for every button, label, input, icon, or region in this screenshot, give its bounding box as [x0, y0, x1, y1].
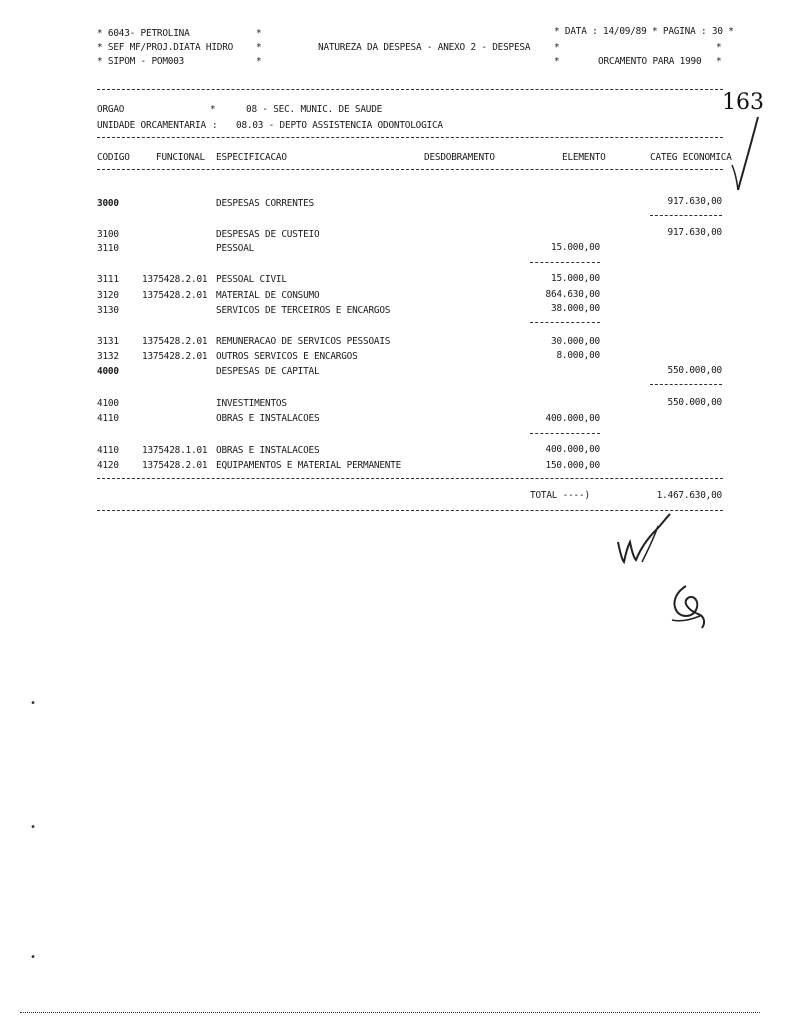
cell-espec: OUTROS SERVICOS E ENCARGOS — [216, 351, 358, 362]
report-title: NATUREZA DA DESPESA - ANEXO 2 - DESPESA — [318, 42, 531, 53]
date-page-line: * DATA : 14/09/89 * PAGINA : 30 * — [554, 26, 734, 37]
cell-codigo: 3100 — [97, 229, 119, 240]
col-funcional: FUNCIONAL — [156, 152, 205, 163]
scan-artifact: • — [30, 822, 37, 833]
cell-codigo: 4000 — [97, 366, 119, 377]
header-star: * — [256, 42, 262, 53]
cell-espec: SERVICOS DE TERCEIROS E ENCARGOS — [216, 305, 391, 316]
cell-elemento: 400.000,00 — [545, 444, 600, 455]
cell-codigo: 3000 — [97, 198, 119, 209]
scan-artifact: • — [30, 952, 37, 963]
sum-rule — [650, 384, 722, 385]
cell-elemento: 864.630,00 — [545, 289, 600, 300]
cell-espec: OBRAS E INSTALACOES — [216, 445, 320, 456]
cell-funcional: 1375428.2.01 — [142, 274, 208, 285]
cell-categ: 917.630,00 — [667, 227, 722, 238]
cell-elemento: 400.000,00 — [545, 413, 600, 424]
col-categ-economica: CATEG ECONOMICA — [650, 152, 732, 163]
cell-espec: DESPESAS CORRENTES — [216, 198, 314, 209]
cell-categ: 917.630,00 — [667, 196, 722, 207]
handwritten-page-number: 163 — [722, 90, 764, 115]
cell-elemento: 15.000,00 — [551, 242, 600, 253]
header-line-3: * SIPOM - POM003 — [97, 56, 185, 67]
cell-codigo: 3111 — [97, 274, 119, 285]
header-line-1: * 6043- PETROLINA — [97, 28, 190, 39]
cell-codigo: 3110 — [97, 243, 119, 254]
header-star: * — [716, 42, 722, 53]
cell-codigo: 3131 — [97, 336, 119, 347]
cell-codigo: 4110 — [97, 445, 119, 456]
col-desdobramento: DESDOBRAMENTO — [424, 152, 495, 163]
cell-espec: DESPESAS DE CAPITAL — [216, 366, 320, 377]
cell-codigo: 3132 — [97, 351, 119, 362]
cell-funcional: 1375428.2.01 — [142, 290, 208, 301]
orgao-value: 08 - SEC. MUNIC. DE SAUDE — [246, 104, 383, 115]
cell-espec: DESPESAS DE CUSTEIO — [216, 229, 320, 240]
header-star: * — [256, 28, 262, 39]
divider — [97, 478, 723, 479]
sum-rule — [650, 215, 722, 216]
header-star: * — [554, 42, 560, 53]
total-value: 1.467.630,00 — [656, 490, 722, 501]
cell-categ: 550.000,00 — [667, 365, 722, 376]
handwritten-signature — [666, 580, 716, 635]
cell-funcional: 1375428.2.01 — [142, 460, 208, 471]
bottom-edge-line — [20, 1012, 760, 1013]
cell-espec: EQUIPAMENTOS E MATERIAL PERMANENTE — [216, 460, 402, 471]
cell-categ: 550.000,00 — [667, 397, 722, 408]
cell-espec: OBRAS E INSTALACOES — [216, 413, 320, 424]
divider — [97, 510, 723, 511]
cell-elemento: 30.000,00 — [551, 336, 600, 347]
scan-artifact: • — [30, 698, 37, 709]
cell-espec: REMUNERACAO DE SERVICOS PESSOAIS — [216, 336, 391, 347]
cell-espec: PESSOAL — [216, 243, 255, 254]
col-elemento: ELEMENTO — [562, 152, 606, 163]
handwritten-initials-mark — [612, 512, 682, 572]
cell-codigo: 3130 — [97, 305, 119, 316]
col-especificacao: ESPECIFICACAO — [216, 152, 287, 163]
colon: : — [212, 120, 218, 131]
cell-codigo: 3120 — [97, 290, 119, 301]
cell-codigo: 4100 — [97, 398, 119, 409]
header-star: * — [554, 56, 560, 67]
cell-funcional: 1375428.2.01 — [142, 351, 208, 362]
divider — [97, 169, 723, 170]
budget-year: ORCAMENTO PARA 1990 — [598, 56, 702, 67]
cell-codigo: 4120 — [97, 460, 119, 471]
cell-elemento: 38.000,00 — [551, 303, 600, 314]
col-codigo: CODIGO — [97, 152, 130, 163]
total-label: TOTAL ----) — [530, 490, 590, 501]
cell-funcional: 1375428.2.01 — [142, 336, 208, 347]
cell-elemento: 150.000,00 — [545, 460, 600, 471]
header-star: * — [210, 104, 216, 115]
header-star: * — [716, 56, 722, 67]
unidade-label: UNIDADE ORCAMENTARIA — [97, 120, 206, 131]
sum-rule — [530, 322, 600, 323]
cell-espec: INVESTIMENTOS — [216, 398, 287, 409]
cell-funcional: 1375428.1.01 — [142, 445, 208, 456]
handwritten-check-mark — [730, 115, 770, 195]
header-star: * — [256, 56, 262, 67]
cell-elemento: 15.000,00 — [551, 273, 600, 284]
unidade-value: 08.03 - DEPTO ASSISTENCIA ODONTOLOGICA — [236, 120, 443, 131]
sum-rule — [530, 262, 600, 263]
divider — [97, 137, 723, 138]
cell-elemento: 8.000,00 — [556, 350, 600, 361]
cell-codigo: 4110 — [97, 413, 119, 424]
cell-espec: PESSOAL CIVIL — [216, 274, 287, 285]
sum-rule — [530, 433, 600, 434]
divider — [97, 89, 723, 90]
header-line-2: * SEF MF/PROJ.DIATA HIDRO — [97, 42, 234, 53]
cell-espec: MATERIAL DE CONSUMO — [216, 290, 320, 301]
orgao-label: ORGAO — [97, 104, 125, 115]
